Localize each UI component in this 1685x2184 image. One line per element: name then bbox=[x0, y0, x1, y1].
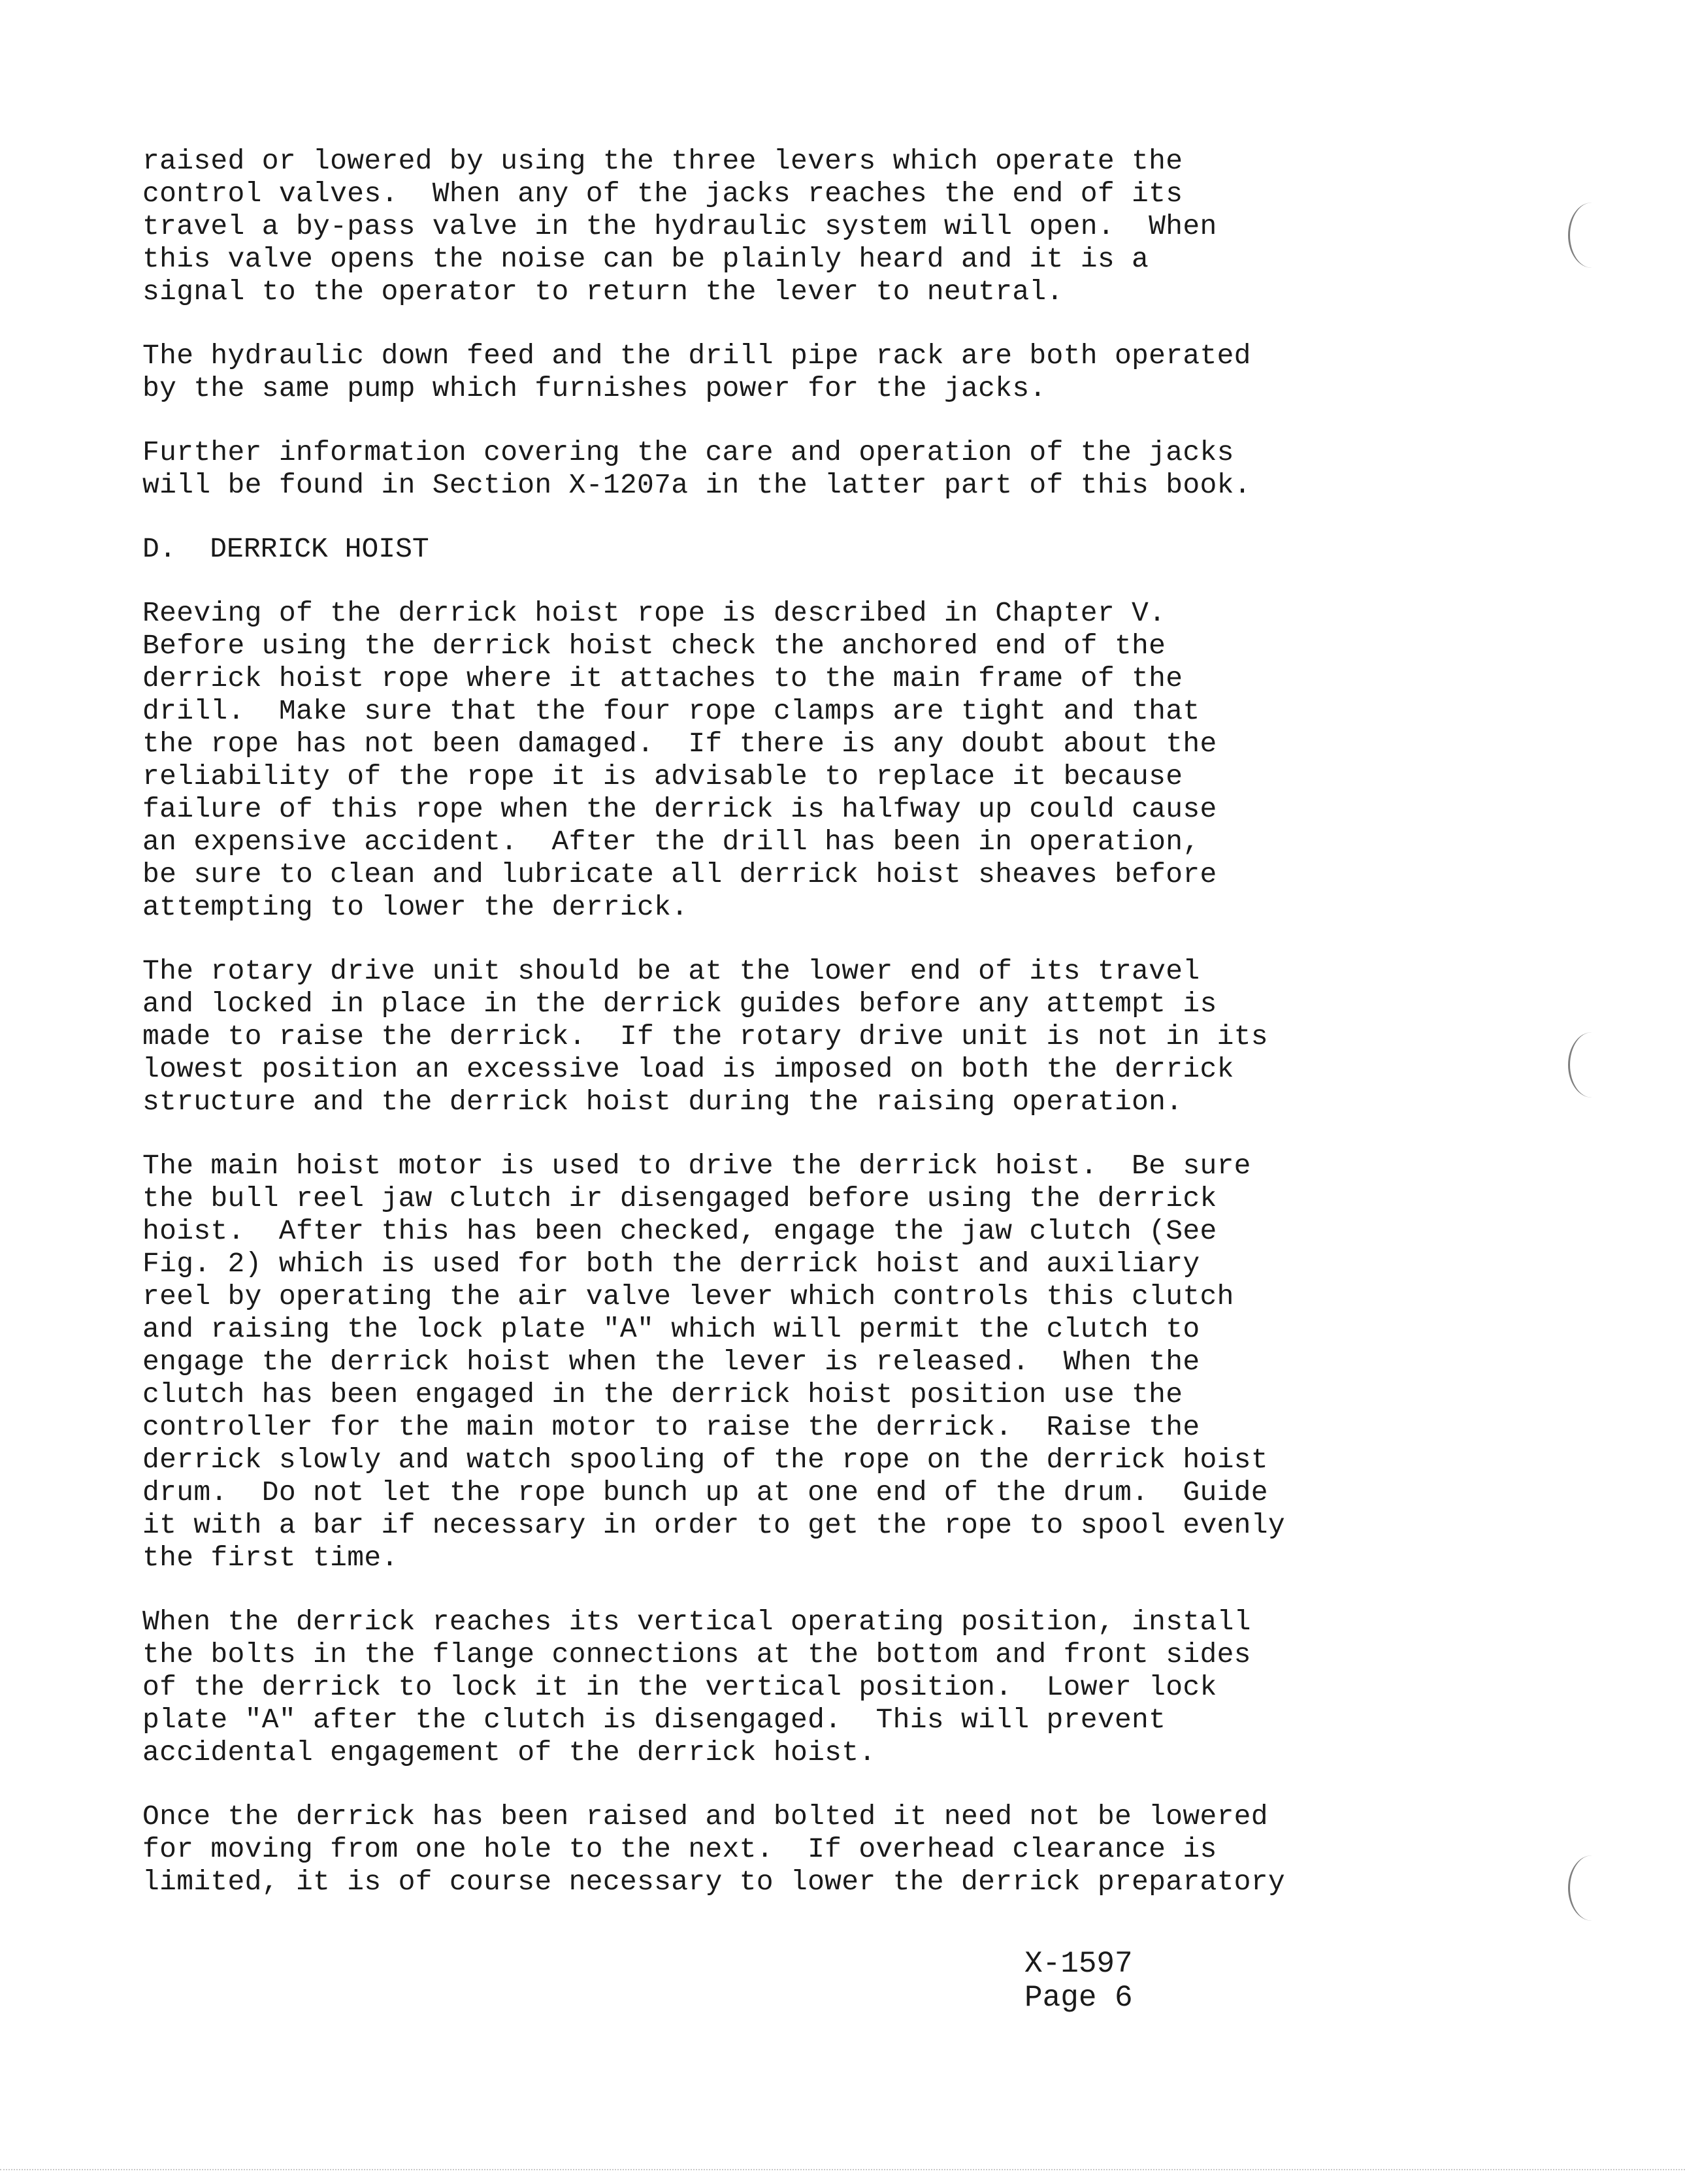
text-line: the bull reel jaw clutch ir disengaged before using the derrick bbox=[142, 1182, 1217, 1214]
text-line: by the same pump which furnishes power for the jacks. bbox=[142, 372, 1047, 404]
text-line: the first time. bbox=[142, 1542, 399, 1574]
text-line: limited, it is of course necessary to lower the derrick preparatory bbox=[142, 1866, 1285, 1898]
text-line: When the derrick reaches its vertical operating position, install bbox=[142, 1606, 1251, 1638]
text-line: derrick slowly and watch spooling of the rope on the derrick hoist bbox=[142, 1444, 1268, 1476]
text-line: raised or lowered by using the three levers which operate the bbox=[142, 145, 1183, 177]
text-line: The rotary drive unit should be at the lower end of its travel bbox=[142, 955, 1200, 987]
text-line: an expensive accident. After the drill has been in operation, bbox=[142, 826, 1200, 858]
text-line: drum. Do not let the rope bunch up at one end of the drum. Guide bbox=[142, 1476, 1268, 1508]
text-line: The hydraulic down feed and the drill pipe rack are both operated bbox=[142, 340, 1251, 372]
text-line: plate "A" after the clutch is disengaged. This will prevent bbox=[142, 1704, 1166, 1736]
text-line: Further information covering the care and operation of the jacks bbox=[142, 436, 1234, 468]
text-line: and raising the lock plate "A" which will permit the clutch to bbox=[142, 1313, 1200, 1345]
text-line: travel a by-pass valve in the hydraulic system will open. When bbox=[142, 210, 1217, 242]
text-line: controller for the main motor to raise the derrick. Raise the bbox=[142, 1411, 1200, 1443]
document-number: X-1597 bbox=[1024, 1947, 1133, 1981]
scan-edge-divider bbox=[0, 2169, 1685, 2170]
paragraph-hydraulic-feed bbox=[142, 340, 1488, 405]
paragraph-once-raised bbox=[142, 1801, 1488, 1899]
text-line: Fig. 2) which is used for both the derrick hoist and auxiliary bbox=[142, 1248, 1200, 1280]
binder-hole-icon bbox=[1568, 1032, 1616, 1098]
text-line: The main hoist motor is used to drive the derrick hoist. Be sure bbox=[142, 1150, 1251, 1182]
text-line: and locked in place in the derrick guides before any attempt is bbox=[142, 988, 1217, 1020]
text-line: the rope has not been damaged. If there is any doubt about the bbox=[142, 728, 1217, 760]
text-line: failure of this rope when the derrick is halfway up could cause bbox=[142, 793, 1217, 825]
text-line: reel by operating the air valve lever which controls this clutch bbox=[142, 1280, 1234, 1312]
text-line: accidental engagement of the derrick hoist. bbox=[142, 1736, 876, 1768]
section-heading: D. DERRICK HOIST bbox=[142, 533, 429, 565]
paragraph-reeving bbox=[142, 597, 1488, 924]
document-body bbox=[142, 145, 1488, 1930]
page-number: Page 6 bbox=[1024, 1981, 1133, 2015]
text-line: Once the derrick has been raised and bolted it need not be lowered bbox=[142, 1801, 1268, 1833]
paragraph-rotary-drive bbox=[142, 955, 1488, 1118]
text-line: be sure to clean and lubricate all derrick hoist sheaves before bbox=[142, 858, 1217, 890]
text-line: hoist. After this has been checked, engage the jaw clutch (See bbox=[142, 1215, 1217, 1247]
text-line: signal to the operator to return the lever to neutral. bbox=[142, 276, 1064, 308]
text-line: will be found in Section X-1207a in the latter part of this book. bbox=[142, 469, 1251, 501]
text-line: derrick hoist rope where it attaches to the main frame of the bbox=[142, 662, 1183, 694]
text-line: Reeving of the derrick hoist rope is described in Chapter V. bbox=[142, 597, 1166, 629]
page-footer bbox=[1024, 1947, 1133, 2015]
text-line: engage the derrick hoist when the lever is released. When the bbox=[142, 1346, 1200, 1378]
text-line: control valves. When any of the jacks reaches the end of its bbox=[142, 178, 1183, 210]
text-line: drill. Make sure that the four rope clamps are tight and that bbox=[142, 695, 1200, 727]
text-line: the bolts in the flange connections at the bottom and front sides bbox=[142, 1638, 1251, 1671]
binder-hole-icon bbox=[1568, 1855, 1616, 1921]
text-line: reliability of the rope it is advisable to replace it because bbox=[142, 760, 1183, 792]
binder-hole-icon bbox=[1568, 203, 1616, 268]
text-line: Before using the derrick hoist check the anchored end of the bbox=[142, 630, 1166, 662]
paragraph-main-hoist-motor bbox=[142, 1150, 1488, 1574]
paragraph-jack-levers bbox=[142, 145, 1488, 308]
text-line: for moving from one hole to the next. If overhead clearance is bbox=[142, 1833, 1217, 1865]
text-line: of the derrick to lock it in the vertical position. Lower lock bbox=[142, 1671, 1217, 1703]
text-line: made to raise the derrick. If the rotary drive unit is not in its bbox=[142, 1020, 1268, 1052]
text-line: lowest position an excessive load is imposed on both the derrick bbox=[142, 1053, 1234, 1085]
text-line: this valve opens the noise can be plainly heard and it is a bbox=[142, 243, 1149, 275]
text-line: structure and the derrick hoist during the raising operation. bbox=[142, 1086, 1183, 1118]
paragraph-vertical-position bbox=[142, 1606, 1488, 1769]
text-line: clutch has been engaged in the derrick hoist position use the bbox=[142, 1378, 1183, 1410]
paragraph-further-information bbox=[142, 436, 1488, 502]
text-line: attempting to lower the derrick. bbox=[142, 891, 689, 923]
text-line: it with a bar if necessary in order to get the rope to spool evenly bbox=[142, 1509, 1285, 1541]
